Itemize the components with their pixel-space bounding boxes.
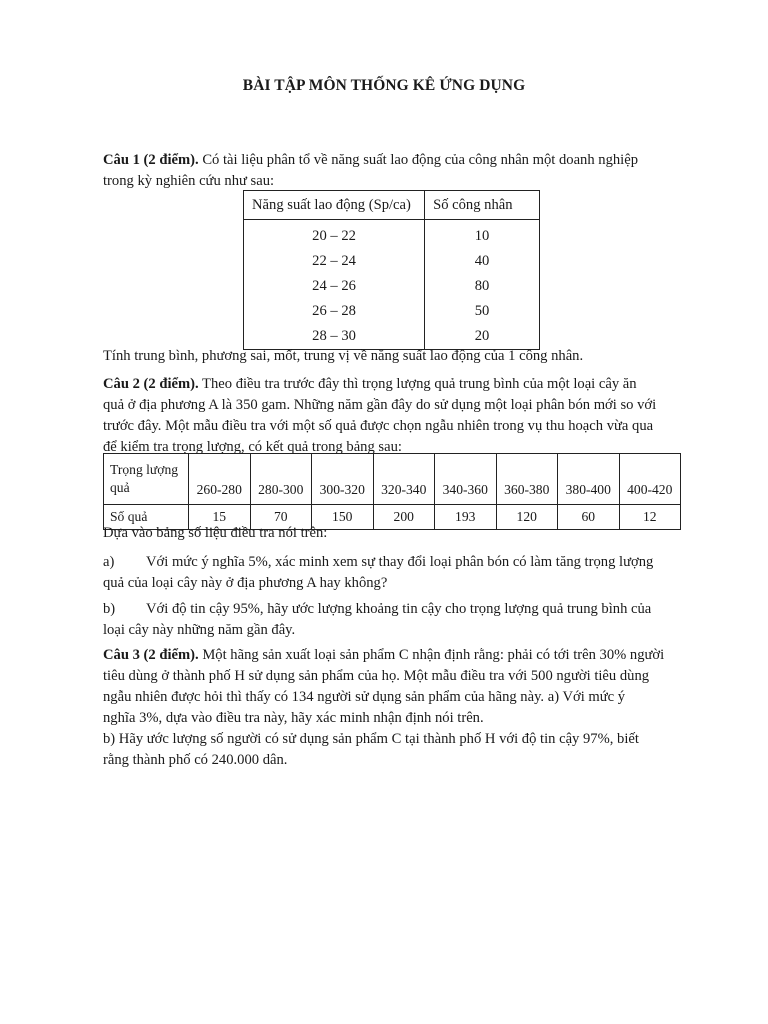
q2-part-a-line2: quả của loại cây này ở địa phương A hay không? <box>103 575 388 591</box>
q2-count-cell: 15 <box>189 505 251 530</box>
q1-range-cell: 20 – 22 <box>244 220 425 250</box>
q1-count-cell: 40 <box>425 249 540 274</box>
q2-part-a-line1: Với mức ý nghĩa 5%, xác minh xem sự thay đổi loại phân bón có làm tăng trọng lượng <box>146 554 654 570</box>
q2-weight-cell: 380-400 <box>558 454 620 505</box>
q2-line1: Theo điều tra trước đây thì trọng lượng quả trung bình của một loại cây ăn <box>198 376 637 392</box>
q1-count-cell: 50 <box>425 299 540 324</box>
q2-after-table: Dựa vào bảng số liệu điều tra nói trên: <box>103 525 328 541</box>
q2-count-cell: 12 <box>619 505 681 530</box>
q2-count-label: Số quả <box>104 505 189 530</box>
q2-weight-label <box>104 454 189 505</box>
q1-count-cell: 20 <box>425 324 540 350</box>
q1-range-cell: 26 – 28 <box>244 299 425 324</box>
table-row <box>244 220 540 250</box>
q3-part-b-line2: rằng thành phố có 240.000 dân. <box>103 752 288 768</box>
q2-weight-cell: 320-340 <box>373 454 435 505</box>
q1-col2-header: Số công nhân <box>425 191 540 220</box>
q2-count-cell: 120 <box>496 505 558 530</box>
q3-heading: Câu 3 (2 điểm). <box>103 647 199 663</box>
q3-part-b <box>103 729 683 771</box>
q2-part-a <box>103 552 683 594</box>
q2-part-a-label: a) <box>103 554 115 570</box>
q2-weight-label-line2: quả <box>110 480 130 495</box>
q2-part-b-line2: loại cây này những năm gần đây. <box>103 622 296 638</box>
q2-line4: để kiểm tra trọng lượng, có kết quả trong bảng sau: <box>103 439 402 455</box>
q1-count-cell: 10 <box>425 220 540 250</box>
q2-count-cell: 60 <box>558 505 620 530</box>
q2-table <box>103 453 681 530</box>
q2-weight-cell: 340-360 <box>435 454 497 505</box>
q1-intro <box>103 150 683 192</box>
q2-weight-cell: 300-320 <box>312 454 374 505</box>
q2-weight-label-line1: Trọng lượng <box>110 462 179 477</box>
q2-weight-cell: 260-280 <box>189 454 251 505</box>
q3-part-b-line1: b) Hãy ước lượng số người có sử dụng sản phẩm C tại thành phố H với độ tin cậy 97%, biết <box>103 731 639 747</box>
q2-intro <box>103 374 683 458</box>
q2-part-b <box>103 599 683 641</box>
q1-table <box>243 190 540 350</box>
q1-task: Tính trung bình, phương sai, mốt, trung vị về năng suất lao động của 1 công nhân. <box>103 348 584 364</box>
q2-line2: quả ở địa phương A là 350 gam. Những năm gần đây do sử dụng một loại phân bón mới so với <box>103 397 657 413</box>
q3-line4: nghĩa 3%, dựa vào điều tra này, hãy xác minh nhận định nói trên. <box>103 710 484 726</box>
q1-range-cell: 22 – 24 <box>244 249 425 274</box>
q1-range-cell: 24 – 26 <box>244 274 425 299</box>
document-title: BÀI TẬP MÔN THỐNG KÊ ỨNG DỤNG <box>242 77 526 94</box>
q3-line1: Một hãng sản xuất loại sản phẩm C nhận định rằng: phải có tới trên 30% người <box>198 647 665 663</box>
table-row <box>104 454 681 505</box>
q3-intro <box>103 645 683 729</box>
table-row <box>244 249 540 274</box>
q2-count-cell: 150 <box>312 505 374 530</box>
q2-count-cell: 193 <box>435 505 497 530</box>
q1-count-cell: 80 <box>425 274 540 299</box>
q1-text-line1: Có tài liệu phân tổ về năng suất lao động của công nhân một doanh nghiệp <box>198 152 639 168</box>
q2-heading: Câu 2 (2 điểm). <box>103 376 199 392</box>
q3-line3: ngẫu nhiên được hỏi thì thấy có 134 người sử dụng sản phẩm của hãng này. a) Với mức ý <box>103 689 626 705</box>
q2-line3: trước đây. Một mẫu điều tra với một số quả được chọn ngẫu nhiên trong vụ thu hoạch vừa qua <box>103 418 654 434</box>
q2-part-b-line1: Với độ tin cậy 95%, hãy ước lượng khoảng tin cậy cho trọng lượng quả trung bình của <box>146 601 652 617</box>
table-row <box>244 274 540 299</box>
q3-line2: tiêu dùng ở thành phố H sử dụng sản phẩm của họ. Một mẫu điều tra với 500 người tiêu dùng <box>103 668 650 684</box>
q1-text-line2: trong kỳ nghiên cứu như sau: <box>103 173 275 189</box>
q1-col1-header: Năng suất lao động (Sp/ca) <box>244 191 425 220</box>
q1-heading: Câu 1 (2 điểm). <box>103 152 199 168</box>
q2-weight-cell: 360-380 <box>496 454 558 505</box>
table-row <box>244 299 540 324</box>
q2-count-cell: 200 <box>373 505 435 530</box>
q2-weight-cell: 280-300 <box>250 454 312 505</box>
q2-part-b-label: b) <box>103 601 116 617</box>
q2-count-cell: 70 <box>250 505 312 530</box>
q1-range-cell: 28 – 30 <box>244 324 425 350</box>
q2-weight-cell: 400-420 <box>619 454 681 505</box>
